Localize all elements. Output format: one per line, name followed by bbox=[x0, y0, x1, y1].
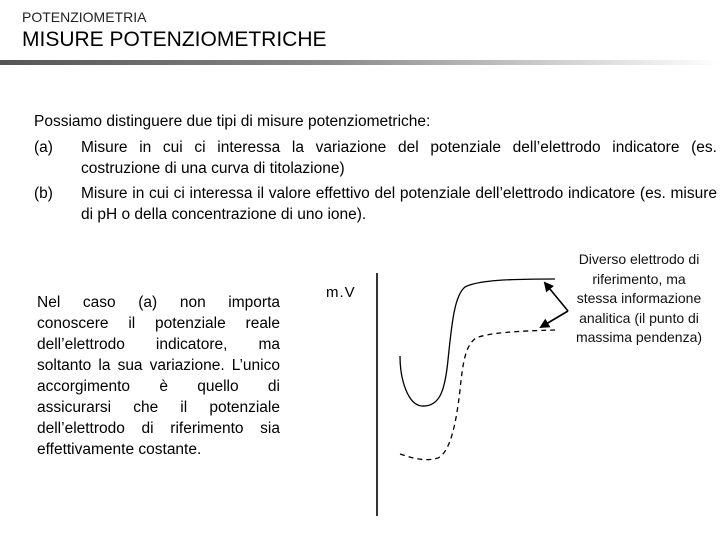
arrow-to-dashed-curve bbox=[541, 311, 568, 327]
page-title: MISURE POTENZIOMETRICHE bbox=[22, 28, 327, 51]
definition-tag: (a) bbox=[34, 139, 53, 156]
dashed-titration-curve bbox=[400, 330, 555, 460]
definition-text: Misure in cui ci interessa il valore effettivo del potenziale dell’elettrodo indicatore (es. misure di pH o della concentrazione di uno ione). bbox=[81, 185, 717, 223]
y-axis-label: m.V bbox=[326, 284, 356, 301]
intro-text: Possiamo distinguere due tipi di misure potenziometriche: bbox=[34, 113, 431, 130]
definition-tag: (b) bbox=[34, 185, 53, 202]
explanatory-note: Nel caso (a) non importa conoscere il potenziale reale dell’elettrodo indicatore, ma soltanto la sua variazione. L’unico accorgimento è quello di assicurarsi che il potenziale dell’elettrodo di riferimento sia effettivamente costante. bbox=[37, 294, 280, 458]
definition-text: Misure in cui ci interessa la variazione del potenziale dell’elettrodo indicatore (es. costruzione di una curva di titolazione) bbox=[81, 139, 717, 177]
curve-annotation: Diverso elettrodo di riferimento, ma stessa informazione analitica (il punto di massima pendenza) bbox=[575, 251, 703, 345]
arrow-to-solid-curve bbox=[545, 283, 568, 311]
solid-titration-curve bbox=[400, 279, 555, 406]
header-subtitle: POTENZIOMETRIA bbox=[22, 9, 147, 25]
